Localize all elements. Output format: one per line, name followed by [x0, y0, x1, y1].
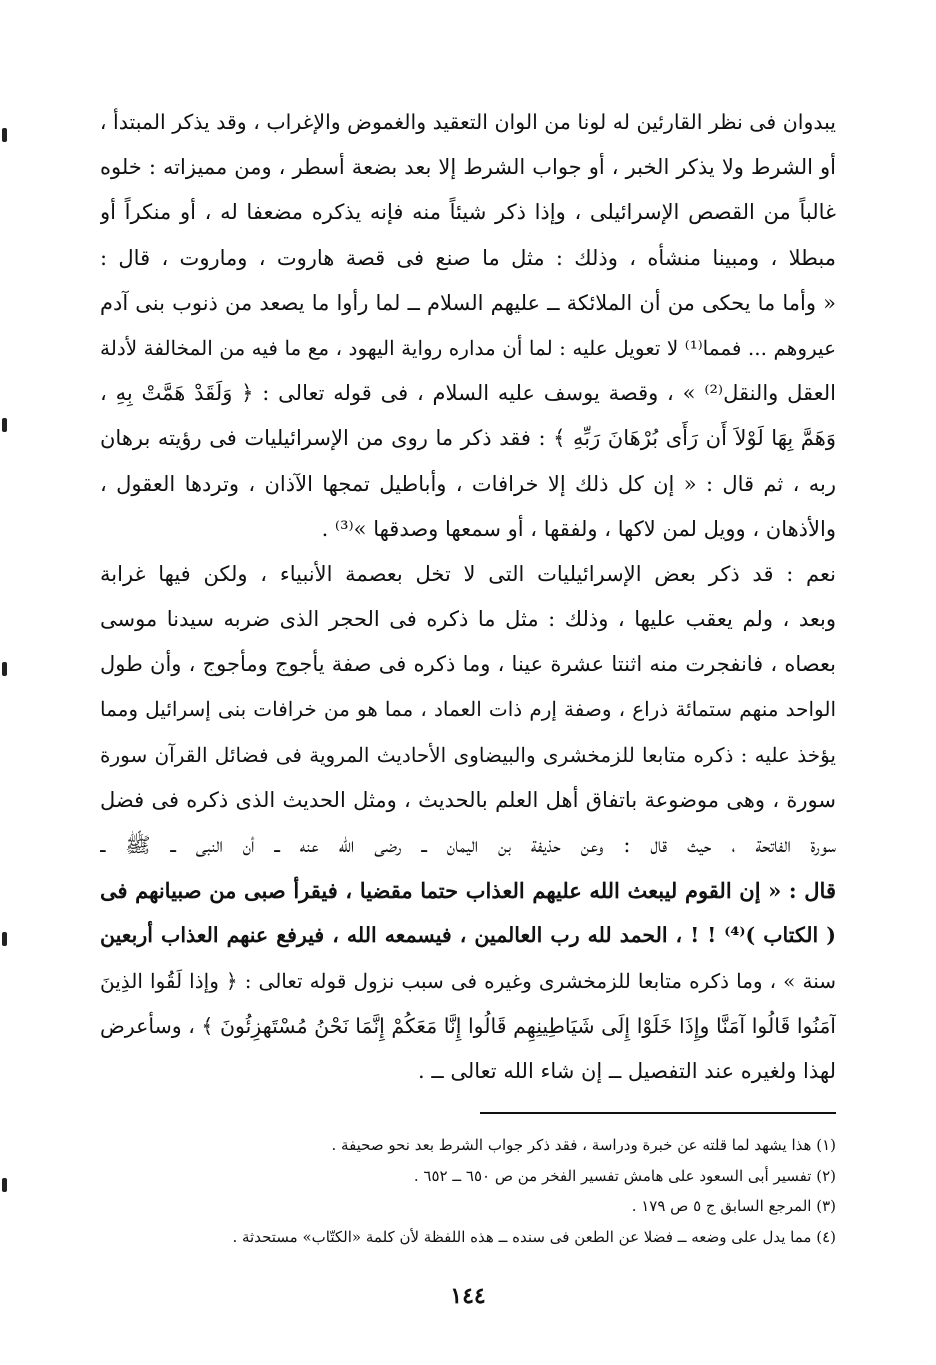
binding-mark [2, 662, 7, 676]
binding-mark [2, 1178, 7, 1192]
binding-mark [2, 932, 7, 946]
text-line: أو الشرط ولا يذكر الخبر ، أو جواب الشرط إلا بعد بضعة أسطر ، ومن مميزاته : خلوه [100, 155, 836, 180]
text-line: غالباً من القصص الإسرائيلى ، وإذا ذكر شيئاً منه فإنه يذكره مضعفا له ، أو منكراً أو [100, 200, 836, 225]
page-number: ١٤٤ [450, 1283, 486, 1309]
text-line: يبدوان فى نظر القارئين له لونا من الوان التعقيد والغموض والإغراب ، وقد يذكر المبتدأ ، [100, 110, 836, 134]
text-line: وَهَمَّ بِهَا لَوْلاَ أَن رَأَى بُرْهَانَ رَبِّهِ ﴾ : فقد ذكر ما روى من الإسرائيليات فى رؤيته برهان [100, 426, 836, 451]
text-line: العقل والنقل⁽²⁾ » ، وقصة يوسف عليه السلام ، فى قوله تعالى : ﴿ وَلَقَدْ هَمَّتْ بِهِ ، [100, 381, 836, 406]
text-line: سورة الفاتحة ، حيث قال : وعن حذيفة بن اليمان ــ رضى الله عنه ــ أن النبى ــ ﷺ ــ [100, 833, 836, 857]
text-line: سورة ، وهى موضوعة باتفاق أهل العلم بالحديث ، ومثل الحديث الذى ذكره فى فضل [100, 787, 836, 812]
main-text [100, 100, 836, 1094]
binding-mark [2, 128, 7, 142]
text-line: يؤخذ عليه : ذكره متابعا للزمخشرى والبيضاوى الأحاديث المروية فى فضائل القرآن سورة [100, 742, 836, 767]
footnote: (١) هذا يشهد لما قلته عن خبرة ودراسة ، فقد ذكر جواب الشرط بعد نحو صحيفة . [331, 1136, 836, 1154]
text-line: عيروهم ... فمما⁽¹⁾ لا تعويل عليه : لما أن مداره رواية اليهود ، مع ما فيه من المخالفة لأدلة [100, 335, 836, 360]
text-line: ربه ، ثم قال : « إن كل ذلك إلا خرافات ، وأباطيل تمجها الآذان ، وتردها العقول ، [100, 471, 836, 496]
text-line: بعصاه ، فانفجرت منه اثنتا عشرة عينا ، وما ذكره فى صفة يأجوج ومأجوج ، وأن طول [100, 652, 836, 677]
text-line: وبعد ، ولم يعقب عليها ، وذلك : مثل ما ذكره فى الحجر الذى ضربه سيدنا موسى [100, 607, 836, 632]
text-line: نعم : قد ذكر بعض الإسرائيليات التى لا تخل بعصمة الأنبياء ، ولكن فيها غرابة [100, 561, 836, 586]
footnote-separator [480, 1112, 836, 1114]
text-line: « وأما ما يحكى من أن الملائكة ــ عليهم السلام ــ لما رأوا ما يصعد من ذنوب بنى آدم [100, 290, 836, 315]
binding-mark [2, 418, 7, 432]
text-line: الواحد منهم ستمائة ذراع ، وصفة إرم ذات العماد ، مما هو من خرافات بنى إسرائيل ومما [100, 697, 836, 722]
text-line: آمَنُوا قَالُوا آمَنَّا وإِذَا خَلَوْا إِلَى شَيَاطِينِهِم قَالُوا إِنَّا مَعَكُمْ إِنَّمَا نَحْنُ مُسْتَهزِئُونَ ﴾ ، وسأعرض [100, 1013, 836, 1038]
text-line: قال : « إن القوم ليبعث الله عليهم العذاب حتما مقضيا ، فيقرأ صبى من صبيانهم فى [100, 878, 836, 904]
text-line: مبطلا ، ومبينا منشأه ، وذلك : مثل ما صنع فى قصة هاروت ، وماروت ، قال : [100, 245, 836, 270]
footnote: (٢) تفسير أبى السعود على هامش تفسير الفخر من ص ٦٥٠ ــ ٦٥٢ . [413, 1166, 836, 1185]
footnotes [100, 1130, 836, 1252]
text-line: ( الكتاب )⁽⁴⁾ ! ! ، الحمد لله رب العالمين ، فيسمعه الله ، فيرفع عنهم العذاب أربعين [100, 923, 836, 948]
footnote: (٣) المرجع السابق ج ٥ ص ١٧٩ . [631, 1197, 836, 1215]
text-line: لهذا ولغيره عند التفصيل ــ إن شاء الله تعالى ــ . [418, 1058, 836, 1083]
text-line: سنة » ، وما ذكره متابعا للزمخشرى وغيره فى سبب نزول قوله تعالى : ﴿ وإذا لَقُوا الذِينَ [100, 968, 836, 993]
text-line: والأذهان ، وويل لمن لاكها ، ولفقها ، أو سمعها وصدقها »⁽³⁾ . [321, 516, 836, 541]
footnote: (٤) مما يدل على وضعه ــ فضلا عن الطعن فى سنده ــ هذه اللفظة لأن كلمة «الكتّاب» مستحدثة . [232, 1227, 836, 1246]
